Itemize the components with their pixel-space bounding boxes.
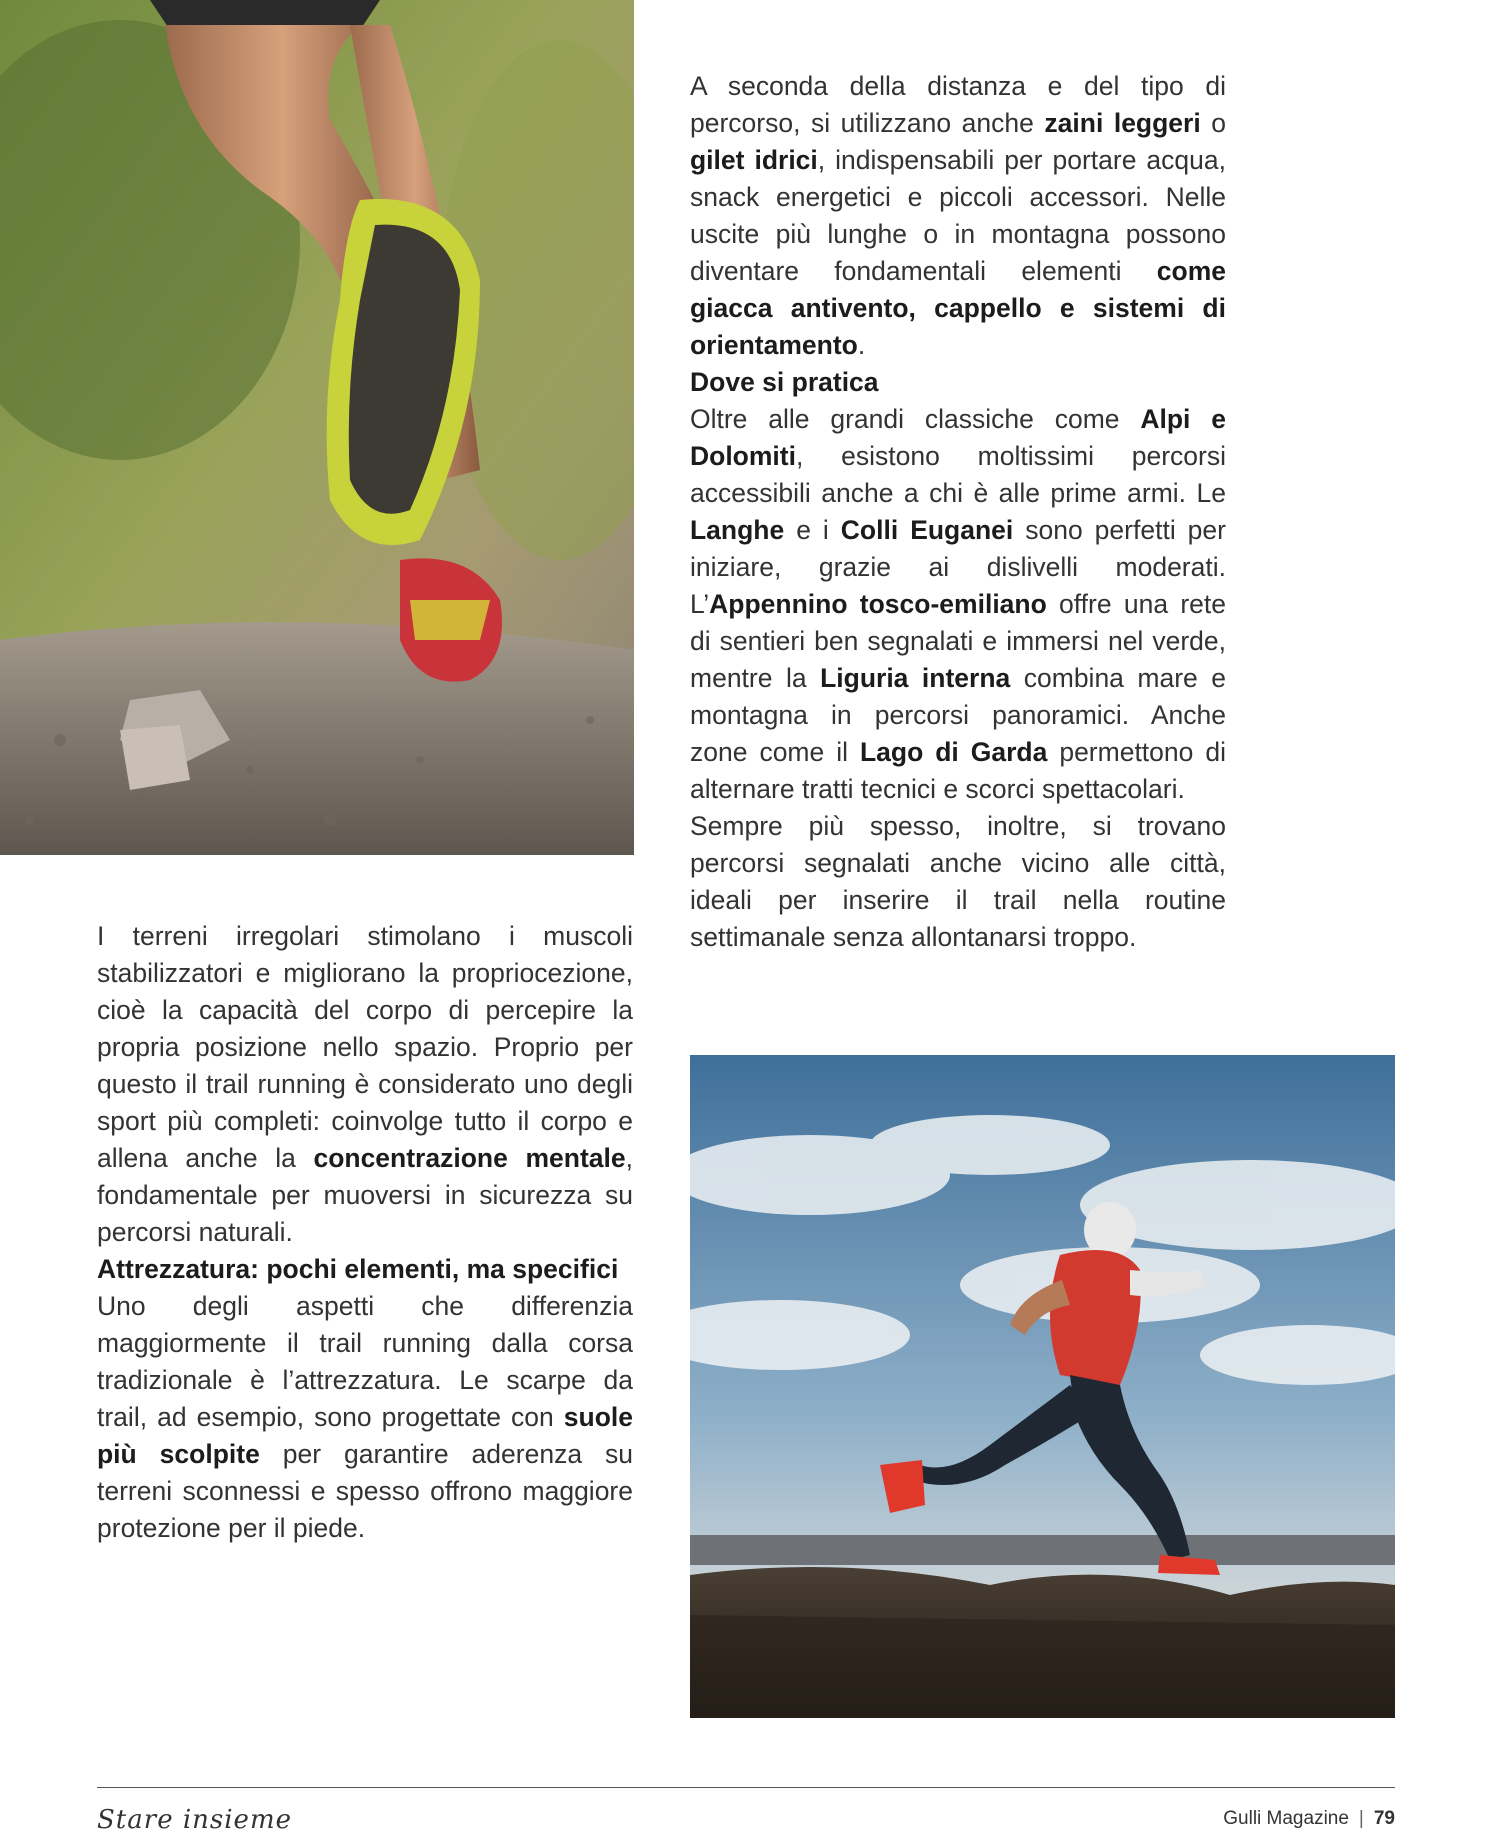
footer-separator: | <box>1358 1808 1364 1829</box>
bold-term: come giacca antivento, cappello e sistemi di orientamento <box>690 256 1226 360</box>
text-run: per garantire aderenza su terreni sconnessi e spesso offrono maggiore protezione per il piede. <box>97 1439 633 1543</box>
bold-term: Alpi e Dolomiti <box>690 404 1226 471</box>
text-run: . <box>857 330 866 360</box>
bold-term: zaini leggeri <box>1044 108 1201 138</box>
paragraph-near-cities: Sempre più spesso, inoltre, si trovano percorsi segnalati anche vicino alle città, ideali per inserire il trail nella routine settimanale senza allontanarsi troppo. <box>690 811 1226 952</box>
bold-term: Colli Euganei <box>840 515 1014 545</box>
paragraph-locations <box>690 401 1226 808</box>
footer-divider <box>97 1787 1395 1788</box>
section-name: Stare insieme <box>97 1805 292 1835</box>
trail-runner-feet-photo <box>0 0 634 855</box>
section-heading-where: Dove si pratica <box>690 367 879 397</box>
paragraph-shoes <box>97 1288 633 1547</box>
bold-term: Lago di Garda <box>859 737 1048 767</box>
text-run: o <box>1200 108 1227 138</box>
page-number: 79 <box>1373 1808 1395 1829</box>
paragraph-benefits <box>97 918 633 1251</box>
article-column-left <box>97 918 633 1547</box>
runner-on-ridge-photo <box>690 1055 1395 1718</box>
bold-term: Langhe <box>690 515 785 545</box>
text-run: , esistono moltissimi percorsi accessibili anche a chi è alle prime armi. Le <box>690 441 1226 508</box>
text-run: combina mare e montagna in percorsi panoramici. Anche zone come il <box>690 663 1226 767</box>
text-run: Oltre alle grandi classiche come <box>690 404 1141 434</box>
text-run: A seconda della distanza e del tipo di percorso, si utilizzano anche <box>690 71 1226 138</box>
text-run: Uno degli aspetti che differenzia maggiormente il trail running dalla corsa tradizionale è l’attrezzatura. Le scarpe da trail, ad esempio, sono progettate con <box>97 1291 633 1432</box>
bold-term: Appennino tosco-emiliano <box>709 589 1047 619</box>
text-run: permettono di alternare tratti tecnici e scorci spettacolari. <box>690 737 1226 804</box>
article-column-right <box>690 68 1226 956</box>
section-where <box>690 364 1226 808</box>
bold-term: Liguria interna <box>820 663 1011 693</box>
bold-term: gilet idrici <box>690 145 818 175</box>
paragraph-equipment <box>690 68 1226 364</box>
section-heading-equipment: Attrezzatura: pochi elementi, ma specifici <box>97 1254 619 1284</box>
footer-magazine-info <box>1223 1808 1395 1830</box>
bold-term: suole più scolpite <box>97 1402 633 1469</box>
text-run: , indispensabili per portare acqua, snack energetici e piccoli accessori. Nelle uscite più lunghe o in montagna possono diventare fondamentali elementi <box>690 145 1226 286</box>
text-run: sono perfetti per iniziare, grazie ai dislivelli moderati. L’ <box>690 515 1226 619</box>
text-run: e i <box>784 515 841 545</box>
text-run: I terreni irregolari stimolano i muscoli stabilizzatori e migliorano la propriocezione, cioè la capacità del corpo di percepire la propria posizione nello spazio. Proprio per questo il trail running è considerato uno degli sport più completi: coinvolge tutto il corpo e allena anche la <box>97 921 633 1173</box>
bold-term: concentrazione mentale <box>313 1143 626 1173</box>
text-run: , fondamentale per muoversi in sicurezza su percorsi naturali. <box>97 1143 633 1247</box>
magazine-name: Gulli Magazine <box>1223 1808 1349 1829</box>
text-run: offre una rete di sentieri ben segnalati e immersi nel verde, mentre la <box>690 589 1226 693</box>
section-equipment <box>97 1251 633 1547</box>
